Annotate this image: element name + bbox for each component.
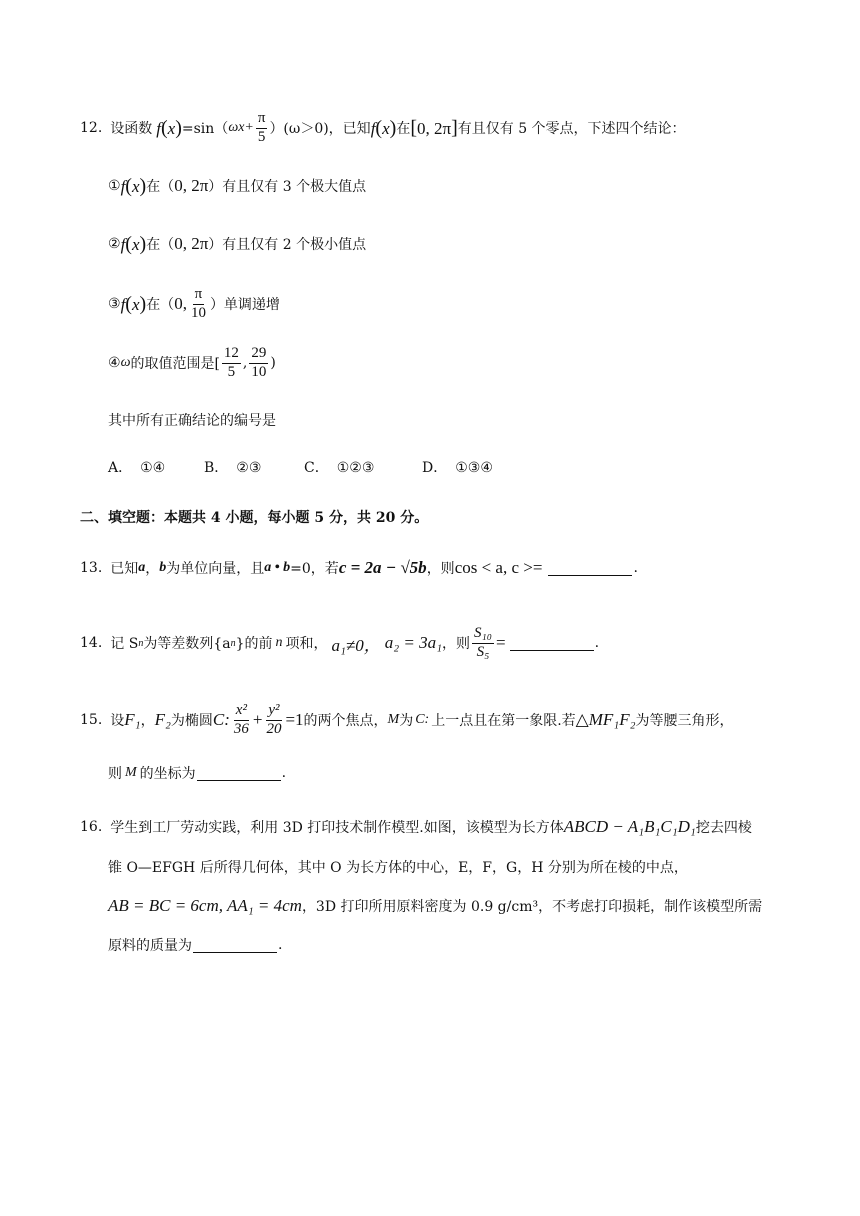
q15-triangle: △MF₁F₂ [575, 710, 636, 729]
q15-answer-blank[interactable] [197, 766, 281, 781]
q12-in: 在 [396, 121, 411, 137]
q16-line-1: 16. 学生到工厂劳动实践，利用 3D 打印技术制作模型.如图，该模型为长方体 ABCD − A₁B₁C₁D₁ 挖去四棱 [80, 817, 752, 836]
q14-ratio: $\frac{\text{S₁₀}}{\text{S₅}}$ [474, 624, 492, 660]
q15-number: 15. [80, 712, 103, 728]
q13-answer-blank[interactable] [548, 561, 632, 576]
q12-func-eq: =sin（ [181, 121, 229, 137]
section-heading: 二、填空题：本题共 4 小题，每小题 5 分，共 20 分。 [80, 510, 429, 526]
q16-number: 16. [80, 819, 103, 835]
q12-choice-d[interactable]: D． ①③④ [422, 460, 493, 476]
q12-item-2: ② f(x) 在（ 0, 2π ）有且仅有 2 个极小值点 [108, 232, 367, 255]
q16-dimensions: AB = BC = 6cm, AA₁ = 4cm [108, 896, 302, 915]
q15-line-1: 15. 设 F₁ ， F₂ 为椭圆 C: $\frac{\text{x²}}{36}$ + $\frac{\text{y²}}{20}$ =1 的两个焦点， M 为 C: 上一点且在第一象限.若 △MF₁F₂ 为等腰三角形， [80, 701, 734, 737]
q14: 14. 记 S n 为等差数列{a n }的前 n 项和， a₁≠0， a₂ = 3a₁ ，则 $\frac{\text{S₁₀}}{\text{S₅}}$ = . [80, 624, 600, 660]
q15-x-term: $\frac{\text{x²}}{36}$ [233, 701, 249, 737]
q12-choice-c[interactable]: C． ①②③ [304, 460, 375, 476]
q13: 13. 已知 a ， b 为单位向量，且 a • b =0，若 c = 2a − √5b ，则 cos < a, c >= . [80, 558, 638, 577]
q12-prompt: 其中所有正确结论的编号是 [108, 413, 276, 429]
q12-condition: ）(ω＞0)，已知 [269, 121, 371, 137]
q12-fx-2: f(x) [370, 116, 397, 139]
q16-line-2: 锥 O—EFGH 后所得几何体，其中 O 为长方体的中心，E，F，G，H 分别为所在棱的中点， [108, 860, 688, 876]
q14-number: 14. [80, 635, 103, 651]
q12-item-1: ① f(x) 在（ 0, 2π ）有且仅有 3 个极大值点 [108, 174, 367, 197]
q14-answer-blank[interactable] [510, 636, 594, 651]
q12-number: 12. [80, 120, 103, 136]
q12-tail: 有且仅有 5 个零点，下述四个结论： [457, 121, 686, 137]
q12-fx: f(x) [156, 116, 182, 139]
q12-intro: 设函数 [110, 121, 153, 137]
q13-number: 13. [80, 560, 103, 576]
q16-line-4: 原料的质量为 . [108, 937, 283, 954]
q16-answer-blank[interactable] [193, 938, 277, 953]
q12-choice-b[interactable]: B． ②③ [204, 460, 262, 476]
q12-omega-x: ωx+ [228, 120, 254, 135]
q16-cuboid: ABCD − A₁B₁C₁D₁ [563, 817, 696, 836]
q12-item-3: ③ f(x) 在（ 0, $\frac{\pi}{10}$ ）单调递增 [108, 285, 280, 321]
q15-line-2: 则 M 的坐标为 . [108, 765, 287, 782]
q12-pi-over-5: $\frac{\pi}{5}$ [257, 109, 266, 145]
q12-item-4: ④ ω 的取值范围是[ $\frac{12}{5}$ , $\frac{29}{10}$ ) [108, 344, 276, 380]
q12-interval: [0, 2π] [410, 116, 458, 139]
q13-cos-expression: cos < a, c >= [454, 558, 543, 577]
q12-choice-a[interactable]: A． ①④ [108, 460, 166, 476]
q16-line-3: AB = BC = 6cm, AA₁ = 4cm ，3D 打印所用原料密度为 0.9 g/cm³，不考虑打印损耗，制作该模型所需 [108, 896, 763, 915]
q13-c-expression: c = 2a − √5b [338, 558, 427, 577]
q15-y-term: $\frac{\text{y²}}{20}$ [266, 701, 282, 737]
q12-stem [80, 108, 686, 148]
